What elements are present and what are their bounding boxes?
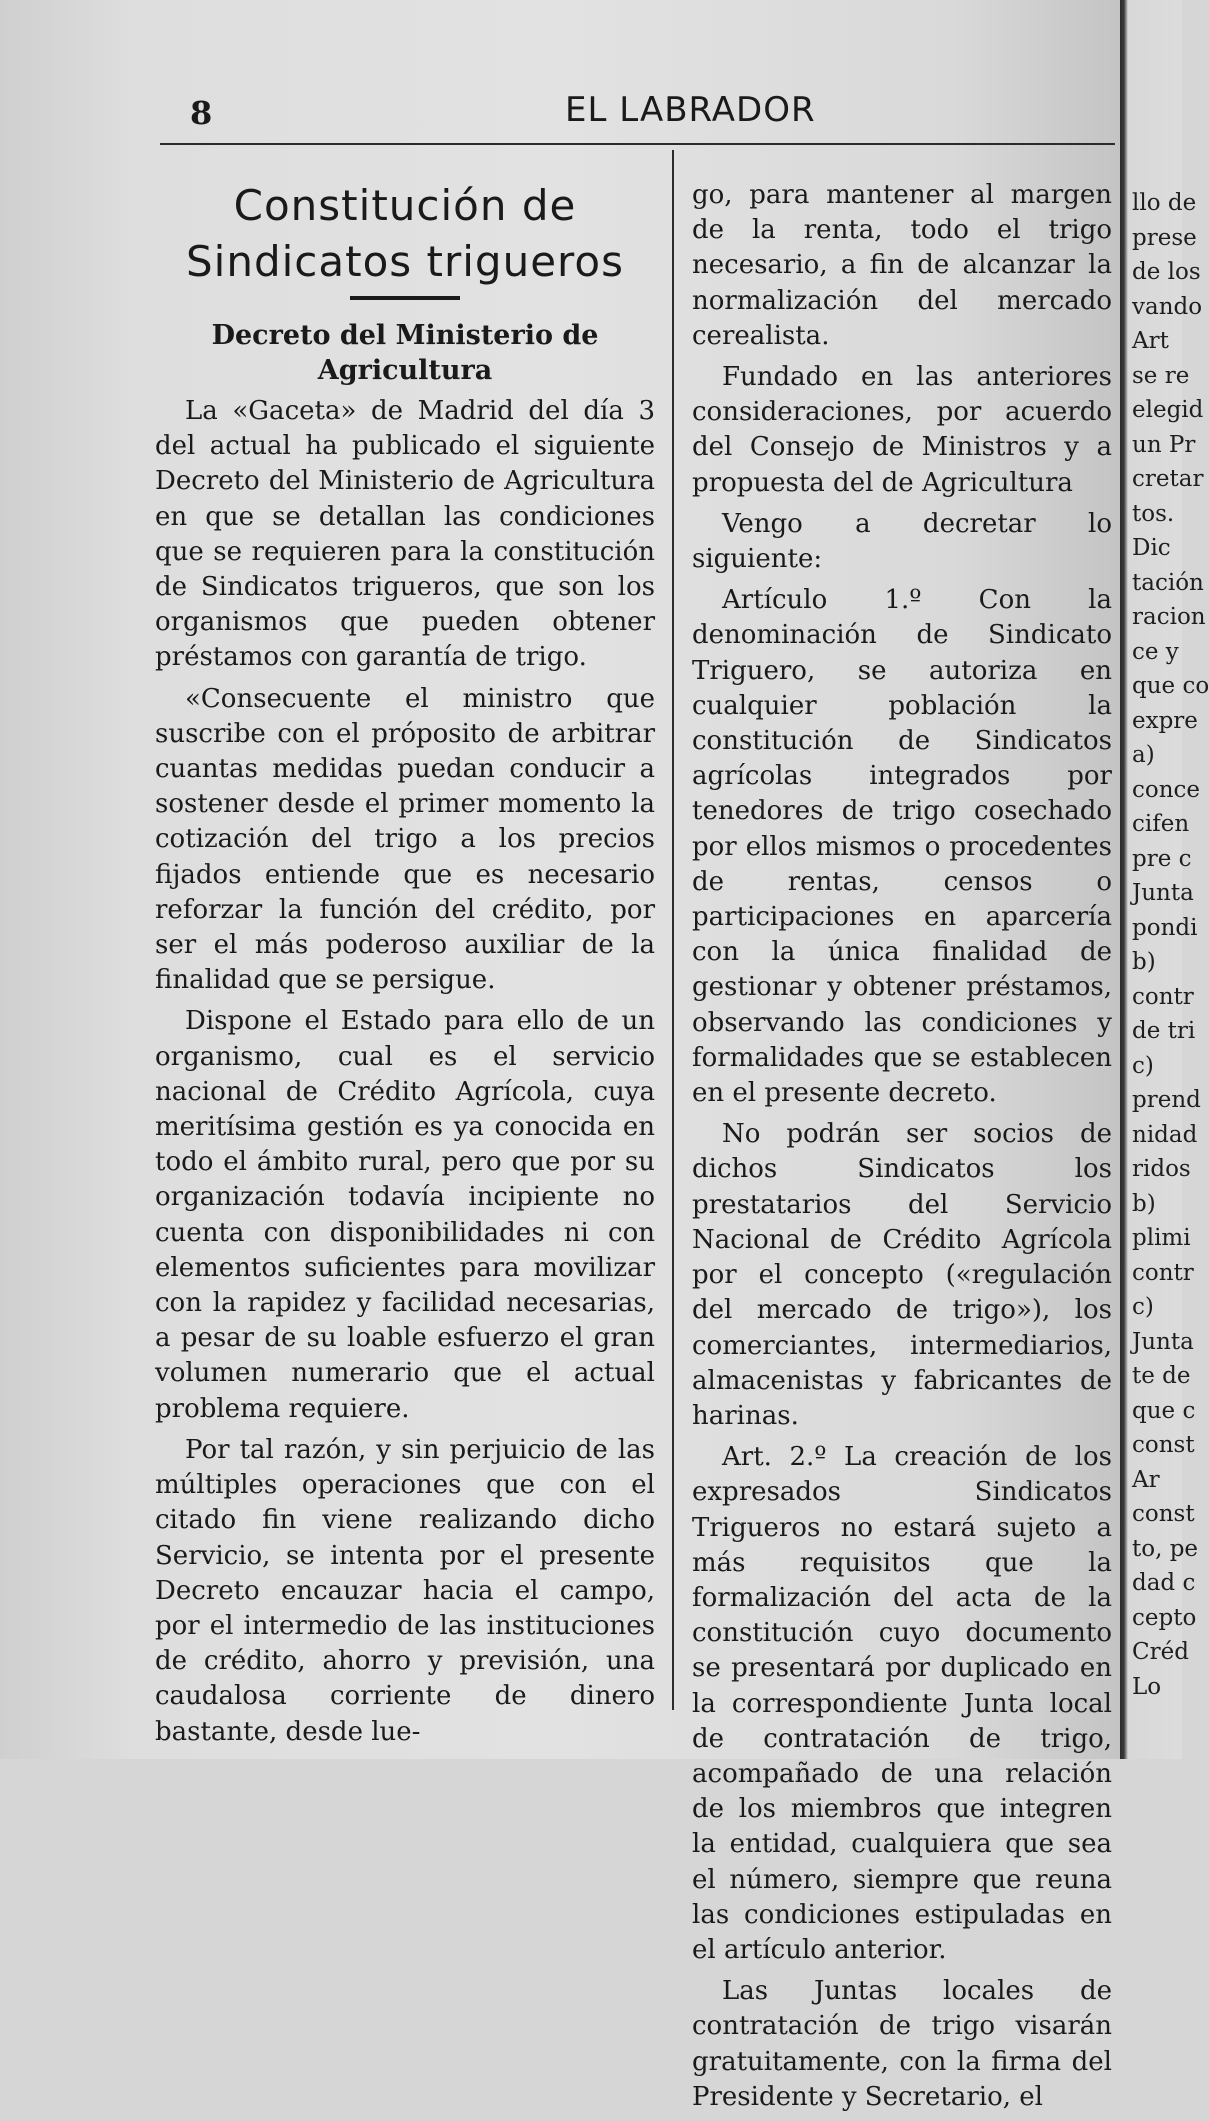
paragraph: No podrán ser socios de dichos Sindicatos los prestatarios del Servicio Nacional de Crédito Agrícola por el concepto («regulación del mercado de trigo»), los comerciantes, intermediarios, almacenistas y fabricantes de harinas. [692, 1119, 1112, 1431]
paragraph: Fundado en las anteriores consideraciones, por acuerdo del Consejo de Ministros y a propuesta del de Agricultura [692, 362, 1112, 498]
left-column [155, 168, 655, 1756]
adjacent-page-fragment: Junta [1132, 880, 1194, 906]
adjacent-page-fragment: const [1132, 1501, 1195, 1527]
article-1-paragraph: Artículo 1.º Con la denominación de Sindicato Triguero, se autoriza en cualquier población la constitución de Sindicatos agrícolas integrados por tenedores de trigo cosechado por ellos mismos o procedentes de rentas, censos o participaciones en aparcería con la única finalidad de gestionar y obtener préstamos, observando las condiciones y formalidades que se establecen en el presente decreto. [692, 585, 1112, 1109]
adjacent-page-fragment: dad c [1132, 1570, 1196, 1596]
adjacent-page-fragment: const [1132, 1432, 1195, 1458]
article-subtitle: Decreto del Ministerio de Agricultura [211, 320, 599, 386]
adjacent-page-fragment: ce y [1132, 638, 1179, 665]
adjacent-page-fragment: contr [1132, 983, 1194, 1010]
title-rule [350, 296, 460, 300]
header-rule [160, 143, 1115, 145]
adjacent-page-fragment: Junta [1132, 1328, 1194, 1355]
adjacent-page-fragment: vando [1132, 293, 1203, 320]
adjacent-page-fragment: de tri [1132, 1018, 1196, 1044]
right-column [692, 178, 1112, 2121]
adjacent-page-fragment: Créd [1132, 1639, 1189, 1665]
adjacent-page-fragment: prend [1132, 1087, 1201, 1113]
adjacent-page-fragment: pondi [1132, 914, 1198, 941]
adjacent-page-fragment: nidad [1132, 1121, 1198, 1148]
adjacent-page-fragment: c) [1132, 1052, 1154, 1079]
adjacent-page-fragment: Art [1132, 328, 1169, 354]
adjacent-page-fragment: un Pr [1132, 431, 1196, 458]
running-head: EL LABRADOR [565, 90, 816, 130]
adjacent-page-edge [1120, 0, 1209, 1759]
adjacent-page-fragment: te de [1132, 1363, 1191, 1389]
adjacent-page-fragment: se re [1132, 362, 1190, 389]
adjacent-page-fragment: cepto [1132, 1604, 1197, 1631]
adjacent-page-fragment: b) [1132, 949, 1156, 975]
adjacent-page-fragment: to, pe [1132, 1535, 1199, 1562]
adjacent-page-fragment: tos. [1132, 500, 1175, 527]
adjacent-page-fragment: contr [1132, 1259, 1194, 1286]
adjacent-page-fragment: plimi [1132, 1225, 1191, 1251]
adjacent-page-fragment: Dic [1132, 535, 1171, 561]
adjacent-page-fragment: a) [1132, 742, 1155, 768]
adjacent-page-fragment: llo de [1132, 190, 1197, 216]
adjacent-page-fragment: Lo [1132, 1673, 1162, 1700]
article-2-paragraph: Art. 2.º La creación de los expresados Sindicatos Trigueros no estará sujeto a más requisitos que la formalización del acta de la constitución cuyo documento se presentará por duplicado en la correspondiente Junta local de contratación de trigo, acompañado de una relación de los miembros que integren la entidad, cualquiera que sea el número, siempre que reuna las condiciones estipuladas en el artículo anterior. [692, 1442, 1112, 1965]
page-number: 8 [190, 94, 213, 132]
adjacent-page-fragment: Ar [1132, 1466, 1160, 1493]
adjacent-page-fragment: cifen [1132, 811, 1190, 837]
adjacent-page-fragment: cretar [1132, 466, 1204, 492]
adjacent-page-fragment: que c [1132, 1397, 1196, 1424]
paragraph: La «Gaceta» de Madrid del día 3 del actual ha publicado el siguiente Decreto del Ministerio de Agricultura en que se detallan las condiciones que se requieren para la constitución de Sindicatos trigueros, que son los organismos que pueden obtener préstamos con garantía de trigo. [155, 396, 655, 673]
adjacent-page-fragment: que co [1132, 673, 1209, 699]
adjacent-page-fragment: prese [1132, 224, 1197, 251]
adjacent-page-fragment: racion [1132, 604, 1206, 630]
adjacent-page-fragment: pre c [1132, 845, 1192, 872]
adjacent-page-fragment: b) [1132, 1190, 1156, 1217]
adjacent-page-fragment: ridos [1132, 1156, 1191, 1182]
adjacent-page-fragment: de los [1132, 259, 1201, 285]
paragraph: Vengo a decretar lo siguiente: [692, 508, 1112, 575]
paragraph: «Consecuente el ministro que suscribe con el próposito de arbitrar cuantas medidas puedan conducir a sostener desde el primer momento la cotización del trigo a los precios fijados entiende que es necesario reforzar la función del crédito, por ser el más poderoso auxiliar de la finalidad que se persigue. [155, 683, 655, 996]
article-title: Constitución de Sindicatos trigueros [186, 181, 624, 286]
paragraph: Por tal razón, y sin perjuicio de las múltiples operaciones que con el citado fin viene realizando dicho Servicio, se intenta por el presente Decreto encauzar hacia el campo, por el intermedio de las instituciones de crédito, ahorro y previsión, una caudalosa corriente de dinero bastante, desde lue- [155, 1434, 655, 1747]
adjacent-page-fragment: expre [1132, 707, 1198, 734]
adjacent-page-fragment: c) [1132, 1294, 1154, 1320]
paragraph: Dispone el Estado para ello de un organismo, cual es el servicio nacional de Crédito Agrícola, cuya meritísima gestión es ya conocida en todo el ámbito rural, pero que por su organización todavía incipiente no cuenta con disponibilidades ni con elementos suficientes para movilizar con la rapidez y facilidad necesarias, a pesar de su loable esfuerzo el gran volumen numerario que el actual problema requiere. [155, 1006, 655, 1424]
paragraph: Las Juntas locales de contratación de trigo visarán gratuitamente, con la firma del Presidente y Secretario, el [692, 1976, 1112, 2112]
adjacent-page-fragment: tación [1132, 569, 1204, 596]
column-rule [672, 150, 674, 1710]
paragraph: go, para mantener al margen de la renta, todo el trigo necesario, a fin de alcanzar la normalización del mercado cerealista. [692, 180, 1112, 351]
adjacent-page-fragment: elegid [1132, 397, 1204, 423]
adjacent-page-fragment: conce [1132, 776, 1201, 803]
